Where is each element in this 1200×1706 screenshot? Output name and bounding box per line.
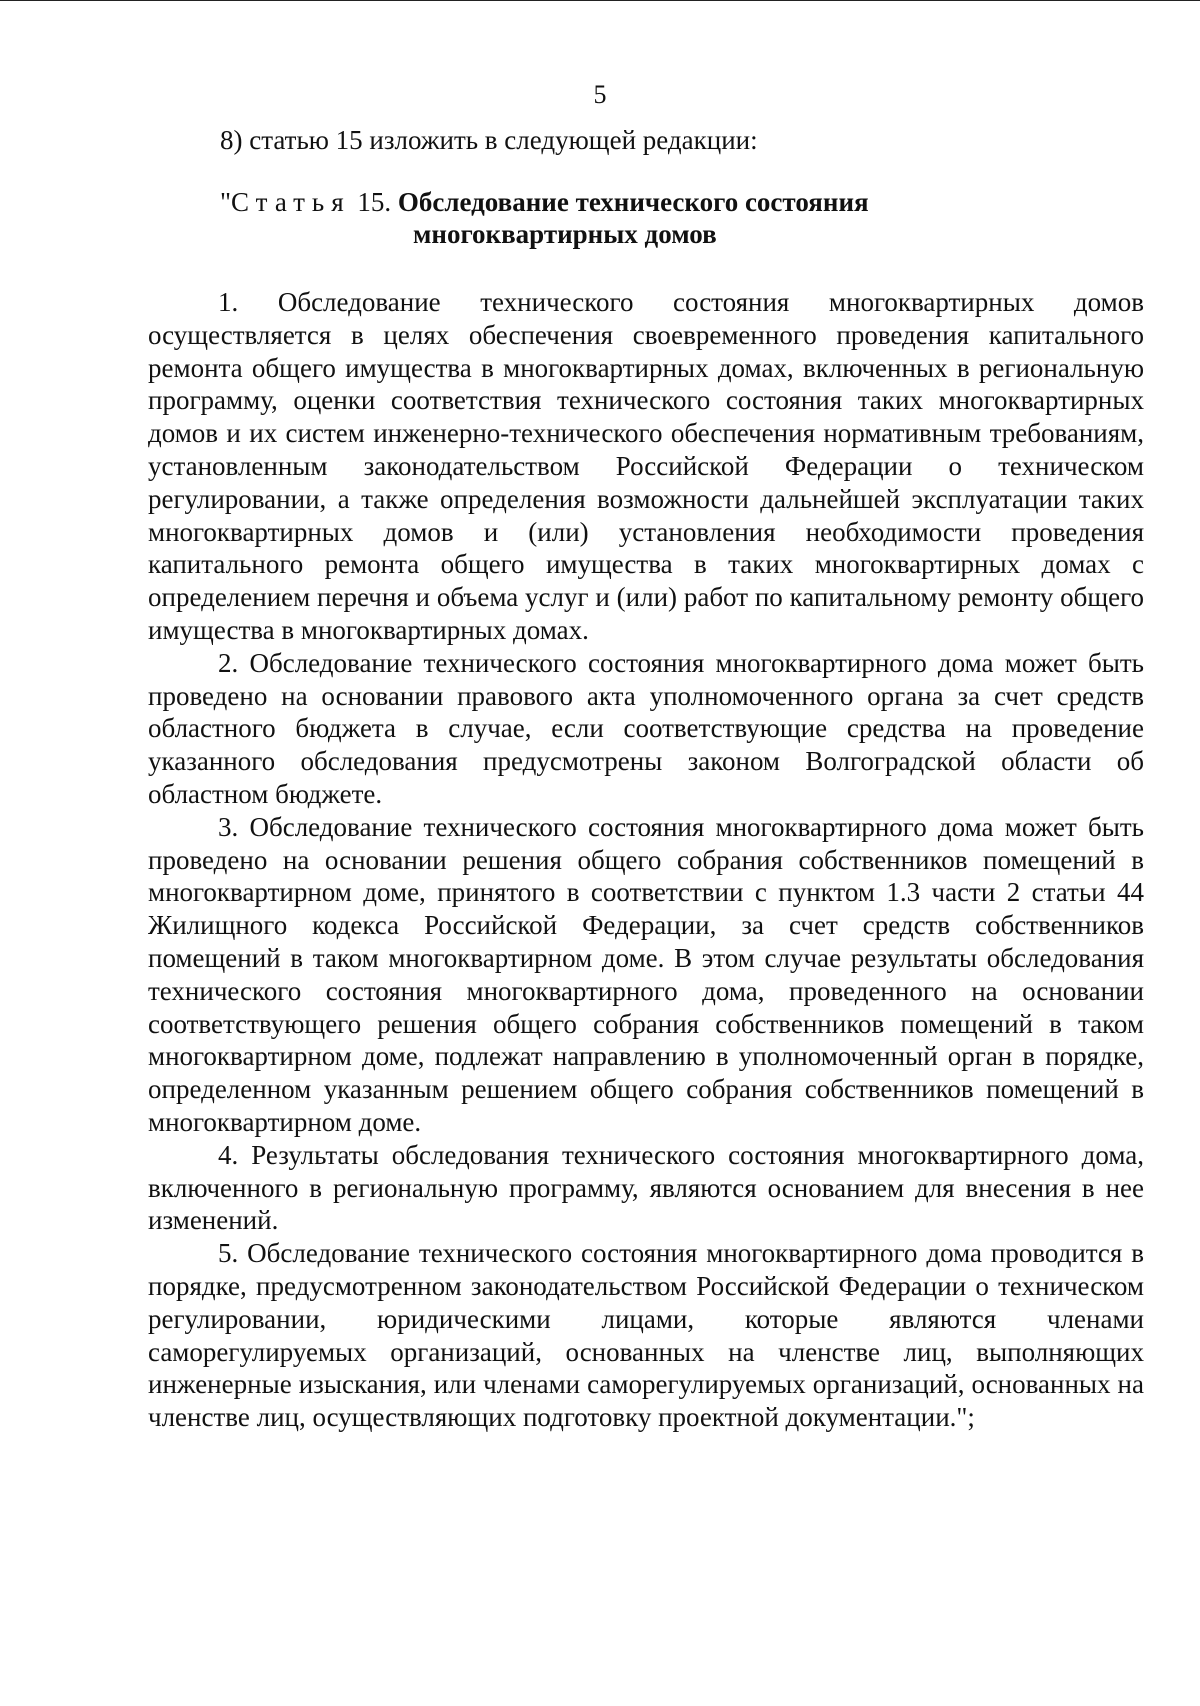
article-paragraph-3: 3. Обследование технического состояния многоквартирного дома может быть проведено на основании решения общего собрания собственников помещений в многоквартирном доме, принятого в соответствии с пунктом 1.3 части 2 статьи 44 Жилищного кодекса Российской Федерации, за счет средств собственников помещений в таком многоквартирном доме. В этом случае результаты обследования технического состояния многоквартирного дома, проведенного на основании соответствующего решения общего собрания собственников помещений в таком многоквартирном доме, подлежат направлению в уполномоченный орган в порядке, определенном указанным решением общего собрания собственников помещений в многоквартирном доме. [148, 811, 1144, 1137]
amendment-intro-line: 8) статью 15 изложить в следующей редакции: [220, 125, 758, 155]
article-word: Статья [231, 187, 351, 217]
article-paragraph-4: 4. Результаты обследования технического состояния многоквартирного дома, включенного в региональную программу, являются основанием для внесения в нее изменений. [148, 1139, 1144, 1236]
article-number: 15. [350, 187, 392, 217]
page-top-border [0, 0, 1200, 2]
opening-quote: " [220, 187, 232, 217]
article-body [148, 286, 1144, 1434]
article-paragraph-5: 5. Обследование технического состояния многоквартирного дома проводится в порядке, предусмотренном законодательством Российской Федерации о техническом регулировании, юридическими лицами, которые являются членами саморегулируемых организаций, основанных на членстве лиц, выполняющих инженерные изыскания, или членами саморегулируемых организаций, основанных на членстве лиц, осуществляющих подготовку проектной документации."; [148, 1238, 1144, 1433]
article-paragraph-2: 2. Обследование технического состояния многоквартирного дома может быть проведено на основании правового акта уполномоченного органа за счет средств областного бюджета в случае, если соответствующие средства на проведение указанного обследования предусмотрены законом Волгоградской области об областном бюджете. [148, 647, 1144, 809]
article-paragraph-1: 1. Обследование технического состояния многоквартирных домов осуществляется в целях обеспечения своевременного проведения капитального ремонта общего имущества в многоквартирных домах, включенных в региональную программу, оценки соответствия технического состояния таких многоквартирных домов и их систем инженерно-технического обеспечения нормативным требованиям, установленным законодательством Российской Федерации о техническом регулировании, а также определения возможности дальнейшей эксплуатации таких многоквартирных домов и (или) установления необходимости проведения капитального ремонта общего имущества в таких многоквартирных домах с определением перечня и объема услуг и (или) работ по капитальному ремонту общего имущества в многоквартирных домах. [148, 287, 1144, 645]
article-title-line-2: многоквартирных домов [413, 219, 717, 249]
article-heading [220, 186, 869, 250]
page-number: 5 [593, 80, 607, 109]
article-title-line-1: Обследование технического состояния [397, 187, 869, 217]
article-heading-line-1 [220, 186, 869, 218]
